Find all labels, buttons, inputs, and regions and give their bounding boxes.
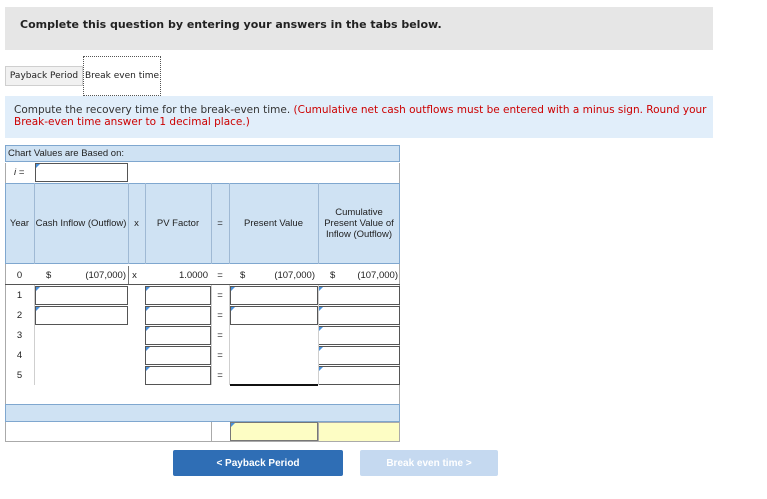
- equals-cell: =: [217, 269, 223, 281]
- year-cell: 3: [16, 330, 23, 341]
- pv-factor-input[interactable]: [145, 306, 211, 325]
- equals-cell: =: [217, 330, 223, 341]
- banner-text: Complete this question by entering your answers in the tabs below.: [20, 18, 442, 31]
- header-times: x: [134, 218, 139, 229]
- equals-cell: =: [217, 370, 223, 381]
- header-present-value: Present Value: [244, 218, 303, 229]
- year-cell: 4: [16, 350, 23, 361]
- cash-dollar: $: [46, 270, 52, 281]
- chart-title-text: Chart Values are Based on:: [8, 148, 125, 159]
- cumulative-input[interactable]: [318, 306, 400, 325]
- instructions-main: Compute the recovery time for the break-even time.: [14, 104, 291, 116]
- instructions-box: [5, 96, 713, 138]
- row-divider: [5, 284, 400, 285]
- cumulative-input[interactable]: [318, 366, 400, 385]
- instruction-banner: [5, 7, 713, 50]
- divider: [211, 183, 212, 264]
- times-cell: x: [128, 266, 140, 284]
- pv-factor-input[interactable]: [145, 366, 211, 385]
- divider: [229, 285, 230, 385]
- tab-payback-period[interactable]: Payback Period: [5, 66, 83, 86]
- year-cell: 2: [16, 310, 23, 321]
- pv-factor-input[interactable]: [145, 346, 211, 365]
- header-equals: =: [217, 218, 223, 229]
- header-cumulative: Cumulative Present Value of Inflow (Outflow): [324, 207, 394, 240]
- header-cash-inflow: Cash Inflow (Outflow): [35, 218, 127, 229]
- divider: [229, 183, 230, 264]
- equals-cell: =: [217, 290, 223, 301]
- cum-value: (107,000): [357, 270, 398, 281]
- cumulative-input[interactable]: [318, 326, 400, 345]
- year-cell: 1: [16, 290, 23, 301]
- instructions-note: (Cumulative net cash outflows must be entered with a minus sign. Round your Break-even time answer to 1 decimal place.): [14, 104, 707, 128]
- cash-inflow-input[interactable]: [35, 286, 128, 305]
- next-break-even-button[interactable]: Break even time >: [360, 450, 498, 476]
- rate-label: i =: [14, 167, 25, 178]
- summary-band: [5, 404, 400, 422]
- equals-cell: =: [217, 310, 223, 321]
- present-value: (107,000): [274, 270, 315, 281]
- tab-break-even-time[interactable]: Break even time: [83, 56, 161, 96]
- header-year: Year: [9, 218, 30, 229]
- divider: [34, 183, 35, 264]
- year-cell: 0: [16, 269, 23, 281]
- divider: [211, 422, 212, 442]
- present-value-input[interactable]: [230, 286, 318, 305]
- chart-title: [5, 145, 400, 162]
- header-pv-factor: PV Factor: [156, 218, 200, 229]
- cumulative-input[interactable]: [318, 346, 400, 365]
- pv-factor-input[interactable]: [145, 286, 211, 305]
- cash-value: (107,000): [85, 270, 126, 281]
- divider: [145, 183, 146, 264]
- divider: [318, 285, 319, 385]
- cumulative-input[interactable]: [318, 286, 400, 305]
- present-value-input[interactable]: [230, 306, 318, 325]
- pv-factor-input[interactable]: [145, 326, 211, 345]
- cash-inflow-input[interactable]: [35, 306, 128, 325]
- divider: [34, 285, 35, 385]
- total-line: [230, 384, 318, 402]
- present-dollar: $: [240, 270, 246, 281]
- divider: [128, 183, 129, 264]
- equals-cell: =: [217, 350, 223, 361]
- year-cell: 5: [16, 370, 23, 381]
- divider: [211, 285, 212, 385]
- result-yellow-cell: [318, 422, 400, 442]
- interest-rate-input[interactable]: [35, 163, 128, 182]
- cum-dollar: $: [330, 270, 336, 281]
- break-even-time-input[interactable]: [230, 422, 318, 441]
- prev-payback-period-button[interactable]: < Payback Period: [173, 450, 343, 476]
- pv-value: 1.0000: [178, 270, 208, 281]
- divider: [318, 183, 319, 264]
